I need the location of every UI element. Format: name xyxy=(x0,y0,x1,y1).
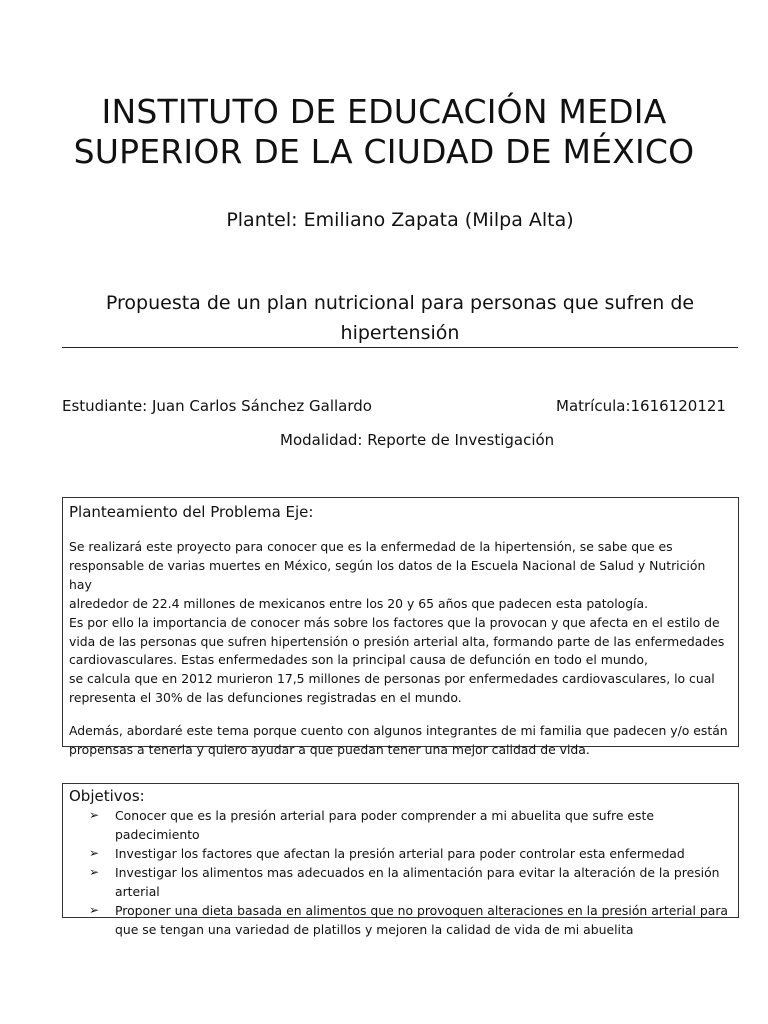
institution-title-line-2: SUPERIOR DE LA CIUDAD DE MÉXICO xyxy=(73,132,695,171)
problem-p1-line: Se realizará este proyecto para conocer que es la enfermedad de la hipertensión, se sabe que es xyxy=(69,539,673,554)
proposal-title-line-1: Propuesta de un plan nutricional para personas que sufren de xyxy=(105,292,695,314)
student-name: Estudiante: Juan Carlos Sánchez Gallardo xyxy=(62,397,372,415)
problem-heading: Planteamiento del Problema Eje: xyxy=(69,503,314,521)
problem-p1-line: vida de las personas que sufren hipertensión o presión arterial alta, formando parte de las enfermedades xyxy=(69,633,725,649)
objective-line: Investigar los factores que afectan la presión arterial para poder controlar esta enfermedad xyxy=(115,846,685,861)
objective-line: Conocer que es la presión arterial para poder comprender a mi abuelita que sufre este padecimiento xyxy=(115,808,654,842)
arrow-bullet-icon: ➢ xyxy=(89,808,100,822)
arrow-bullet-icon: ➢ xyxy=(89,865,100,879)
objective-item xyxy=(69,806,730,844)
problem-p1-line: cardiovasculares. Estas enfermedades son la principal causa de defunción en todo el mundo, xyxy=(69,652,648,668)
student-matricula: Matrícula:1616120121 xyxy=(556,397,726,415)
objectives-box xyxy=(62,783,739,937)
objectives-heading: Objetivos: xyxy=(69,787,145,805)
problem-p1-line: alrededor de 22.4 millones de mexicanos entre los 20 y 65 años que padecen esta patología. xyxy=(69,595,649,611)
title-divider xyxy=(62,347,738,348)
institution-title xyxy=(40,92,728,172)
problem-p1-line: representa el 30% de las defunciones registradas en el mundo. xyxy=(69,690,462,706)
objective-item xyxy=(69,863,730,901)
problem-p1-line: responsable de varias muertes en México, según los datos de la Escuela Nacional de Salud y Nutrición hay xyxy=(69,557,706,592)
objective-line: que se tengan una variedad de platillos y mejoren la calidad de vida de mi abuelita xyxy=(115,922,634,937)
modalidad: Modalidad: Reporte de Investigación xyxy=(280,431,555,449)
problem-paragraph-1 xyxy=(69,538,730,708)
problem-p2-line: Además, abordaré este tema porque cuento con algunos integrantes de mi familia que padecen y/o están xyxy=(69,723,728,739)
problem-paragraph-2 xyxy=(69,722,730,760)
objective-item xyxy=(69,844,730,863)
proposal-title xyxy=(62,288,738,348)
objectives-list xyxy=(69,806,730,939)
institution-title-line-1: INSTITUTO DE EDUCACIÓN MEDIA xyxy=(101,92,667,131)
objective-line: Proponer una dieta basada en alimentos que no provoquen alteraciones en la presión arterial para xyxy=(115,903,729,918)
problem-statement-box xyxy=(62,497,739,758)
arrow-bullet-icon: ➢ xyxy=(89,846,100,860)
objective-line: Investigar los alimentos mas adecuados en la alimentación para evitar la alteración de la presión xyxy=(115,865,720,880)
arrow-bullet-icon: ➢ xyxy=(89,903,100,917)
plantel-subtitle: Plantel: Emiliano Zapata (Milpa Alta) xyxy=(226,209,574,231)
proposal-title-line-2: hipertensión xyxy=(340,322,460,344)
problem-p2-line: propensas a tenerla y quiero ayudar a que puedan tener una mejor calidad de vida. xyxy=(69,742,590,758)
problem-p1-line: Es por ello la importancia de conocer más sobre los factores que la provocan y que afecta en el estilo de xyxy=(69,614,720,630)
objective-item xyxy=(69,901,730,939)
objective-line: arterial xyxy=(115,884,160,899)
problem-p1-line: se calcula que en 2012 murieron 17,5 millones de personas por enfermedades cardiovasculares, lo cual xyxy=(69,671,715,687)
